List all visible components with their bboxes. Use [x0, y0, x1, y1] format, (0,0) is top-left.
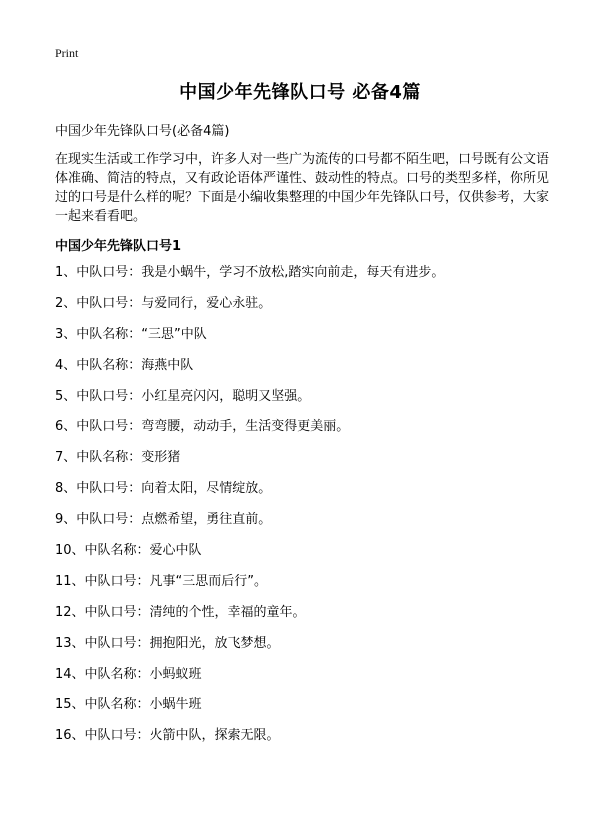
intro-paragraph: 在现实生活或工作学习中，许多人对一些广为流传的口号都不陌生吧，口号既有公文语体准确、简洁的特点，又有政论语体严谨性、鼓动性的特点。口号的类型多样，你所见过的口号是什么样的呢？下面是小编收集整理的中国少年先锋队口号，仅供参考，大家一起来看看吧。 — [55, 152, 550, 224]
document-title: 中国少年先锋队口号 必备4篇 — [179, 82, 421, 103]
list-item: 10、中队名称：爱心中队 — [55, 543, 202, 559]
list-item: 6、中队口号：弯弯腰，动动手，生活变得更美丽。 — [55, 419, 350, 435]
list-item: 9、中队口号：点燃希望，勇往直前。 — [55, 512, 272, 528]
list-item: 7、中队名称：变形猪 — [55, 450, 181, 466]
list-item: 11、中队口号：凡事“三思而后行”。 — [55, 573, 268, 589]
list-item: 8、中队口号：向着太阳，尽情绽放。 — [55, 481, 272, 497]
slogan-list — [55, 264, 555, 758]
list-item: 13、中队口号：拥抱阳光，放飞梦想。 — [55, 635, 280, 651]
list-item: 2、中队口号：与爱同行，爱心永驻。 — [55, 295, 272, 311]
list-item: 3、中队名称：“三思”中队 — [55, 326, 207, 342]
list-item: 4、中队名称：海燕中队 — [55, 357, 194, 373]
list-item: 14、中队名称：小蚂蚁班 — [55, 666, 202, 682]
print-label: Print — [55, 46, 79, 60]
list-item: 12、中队口号：清纯的个性，幸福的童年。 — [55, 604, 306, 620]
section-heading: 中国少年先锋队口号1 — [55, 239, 182, 254]
list-item: 5、中队口号：小红星亮闪闪，聪明又坚强。 — [55, 388, 311, 404]
document-subtitle: 中国少年先锋队口号(必备4篇) — [55, 124, 230, 139]
list-item: 15、中队名称：小蜗牛班 — [55, 697, 202, 713]
list-item: 16、中队口号：火箭中队，探索无限。 — [55, 728, 280, 744]
list-item: 1、中队口号：我是小蜗牛，学习不放松,踏实向前走，每天有进步。 — [55, 265, 445, 280]
